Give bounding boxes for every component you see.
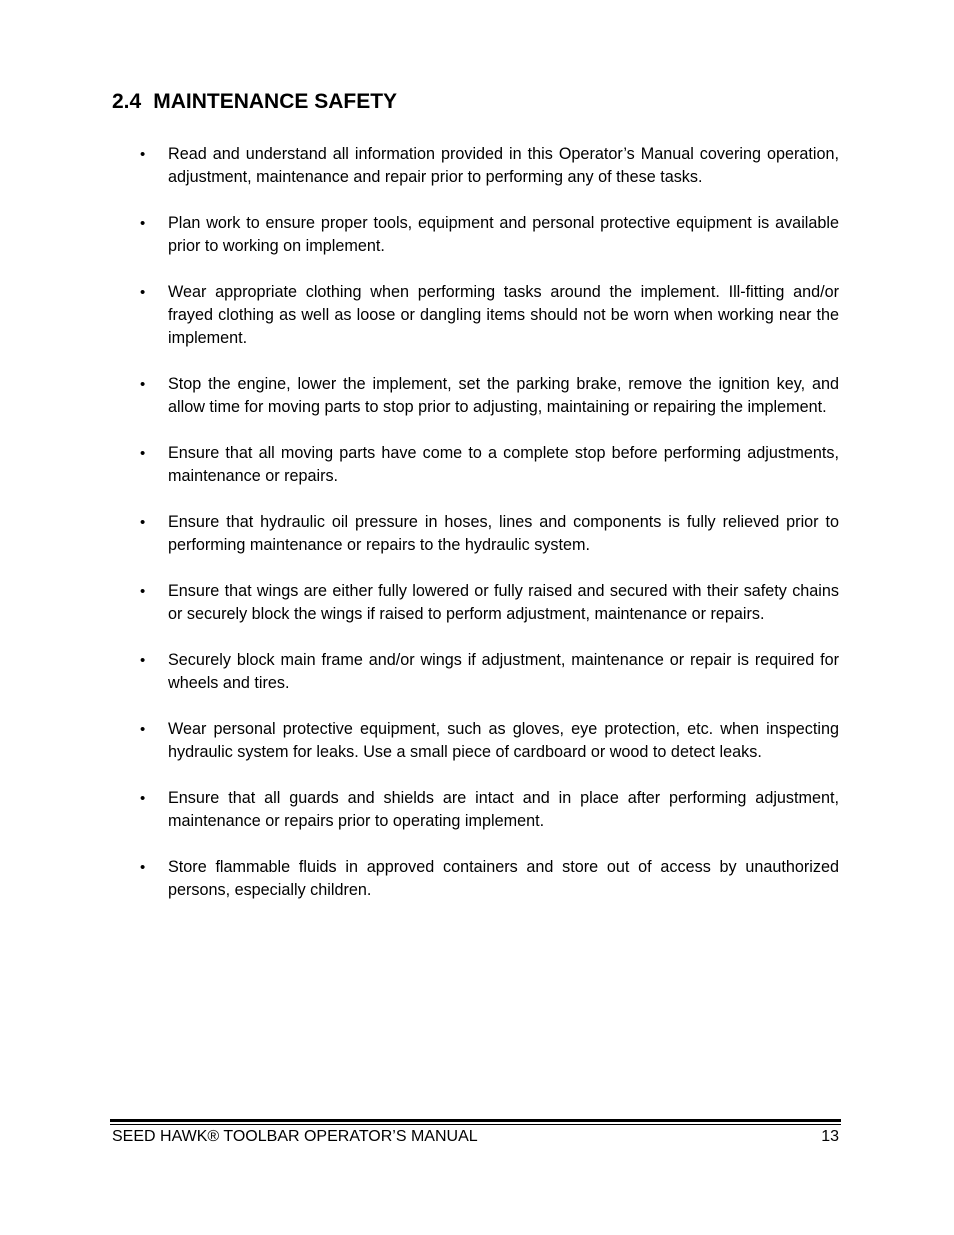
bullet-item xyxy=(140,580,839,626)
section-number: 2.4 xyxy=(112,90,142,113)
bullet-text: Ensure that all guards and shields are intact and in place after performing adjustment, maintenance or repairs prior to operating implement. xyxy=(168,789,839,830)
bullet-item xyxy=(140,373,839,419)
bullet-icon: • xyxy=(140,652,146,669)
bullet-text: Wear appropriate clothing when performing tasks around the implement. Ill-fitting and/or frayed clothing as well as loose or dangling items should not be worn when working near the implement. xyxy=(168,283,839,347)
bullet-text: Ensure that wings are either fully lowered or fully raised and secured with their safety chains or securely block the wings if raised to perform adjustment, maintenance or repairs. xyxy=(168,582,839,623)
bullet-text: Wear personal protective equipment, such as gloves, eye protection, etc. when inspecting hydraulic system for leaks. Use a small piece of cardboard or wood to detect leaks. xyxy=(168,720,839,761)
safety-bullet-list xyxy=(140,143,839,925)
bullet-item xyxy=(140,856,839,902)
bullet-item xyxy=(140,143,839,189)
bullet-icon: • xyxy=(140,721,146,738)
bullet-item xyxy=(140,649,839,695)
bullet-item xyxy=(140,212,839,258)
bullet-text: Securely block main frame and/or wings if adjustment, maintenance or repair is required for wheels and tires. xyxy=(168,651,839,692)
bullet-text: Stop the engine, lower the implement, set the parking brake, remove the ignition key, and allow time for moving parts to stop prior to adjusting, maintaining or repairing the implement. xyxy=(168,375,839,416)
bullet-icon: • xyxy=(140,859,146,876)
bullet-item xyxy=(140,511,839,557)
bullet-icon: • xyxy=(140,215,146,232)
bullet-icon: • xyxy=(140,514,146,531)
bullet-icon: • xyxy=(140,445,146,462)
bullet-icon: • xyxy=(140,146,146,163)
section-title: MAINTENANCE SAFETY xyxy=(153,90,398,113)
bullet-item xyxy=(140,281,839,350)
bullet-icon: • xyxy=(140,284,146,301)
bullet-icon: • xyxy=(140,583,146,600)
section-heading xyxy=(112,90,397,114)
bullet-text: Read and understand all information provided in this Operator’s Manual covering operation, adjustment, maintenance and repair prior to performing any of these tasks. xyxy=(168,145,839,186)
bullet-item xyxy=(140,718,839,764)
footer-rule-thin xyxy=(110,1124,841,1125)
bullet-text: Plan work to ensure proper tools, equipment and personal protective equipment is available prior to working on implement. xyxy=(168,214,839,255)
footer-page-number: 13 xyxy=(821,1128,839,1145)
bullet-item xyxy=(140,787,839,833)
bullet-text: Store flammable fluids in approved containers and store out of access by unauthorized persons, especially children. xyxy=(168,858,839,899)
bullet-item xyxy=(140,442,839,488)
bullet-text: Ensure that hydraulic oil pressure in hoses, lines and components is fully relieved prior to performing maintenance or repairs to the hydraulic system. xyxy=(168,513,839,554)
bullet-icon: • xyxy=(140,790,146,807)
bullet-text: Ensure that all moving parts have come to a complete stop before performing adjustments, maintenance or repairs. xyxy=(168,444,839,485)
bullet-icon: • xyxy=(140,376,146,393)
footer-rule-thick xyxy=(110,1119,841,1122)
footer-manual-title: SEED HAWK® TOOLBAR OPERATOR’S MANUAL xyxy=(112,1128,478,1145)
